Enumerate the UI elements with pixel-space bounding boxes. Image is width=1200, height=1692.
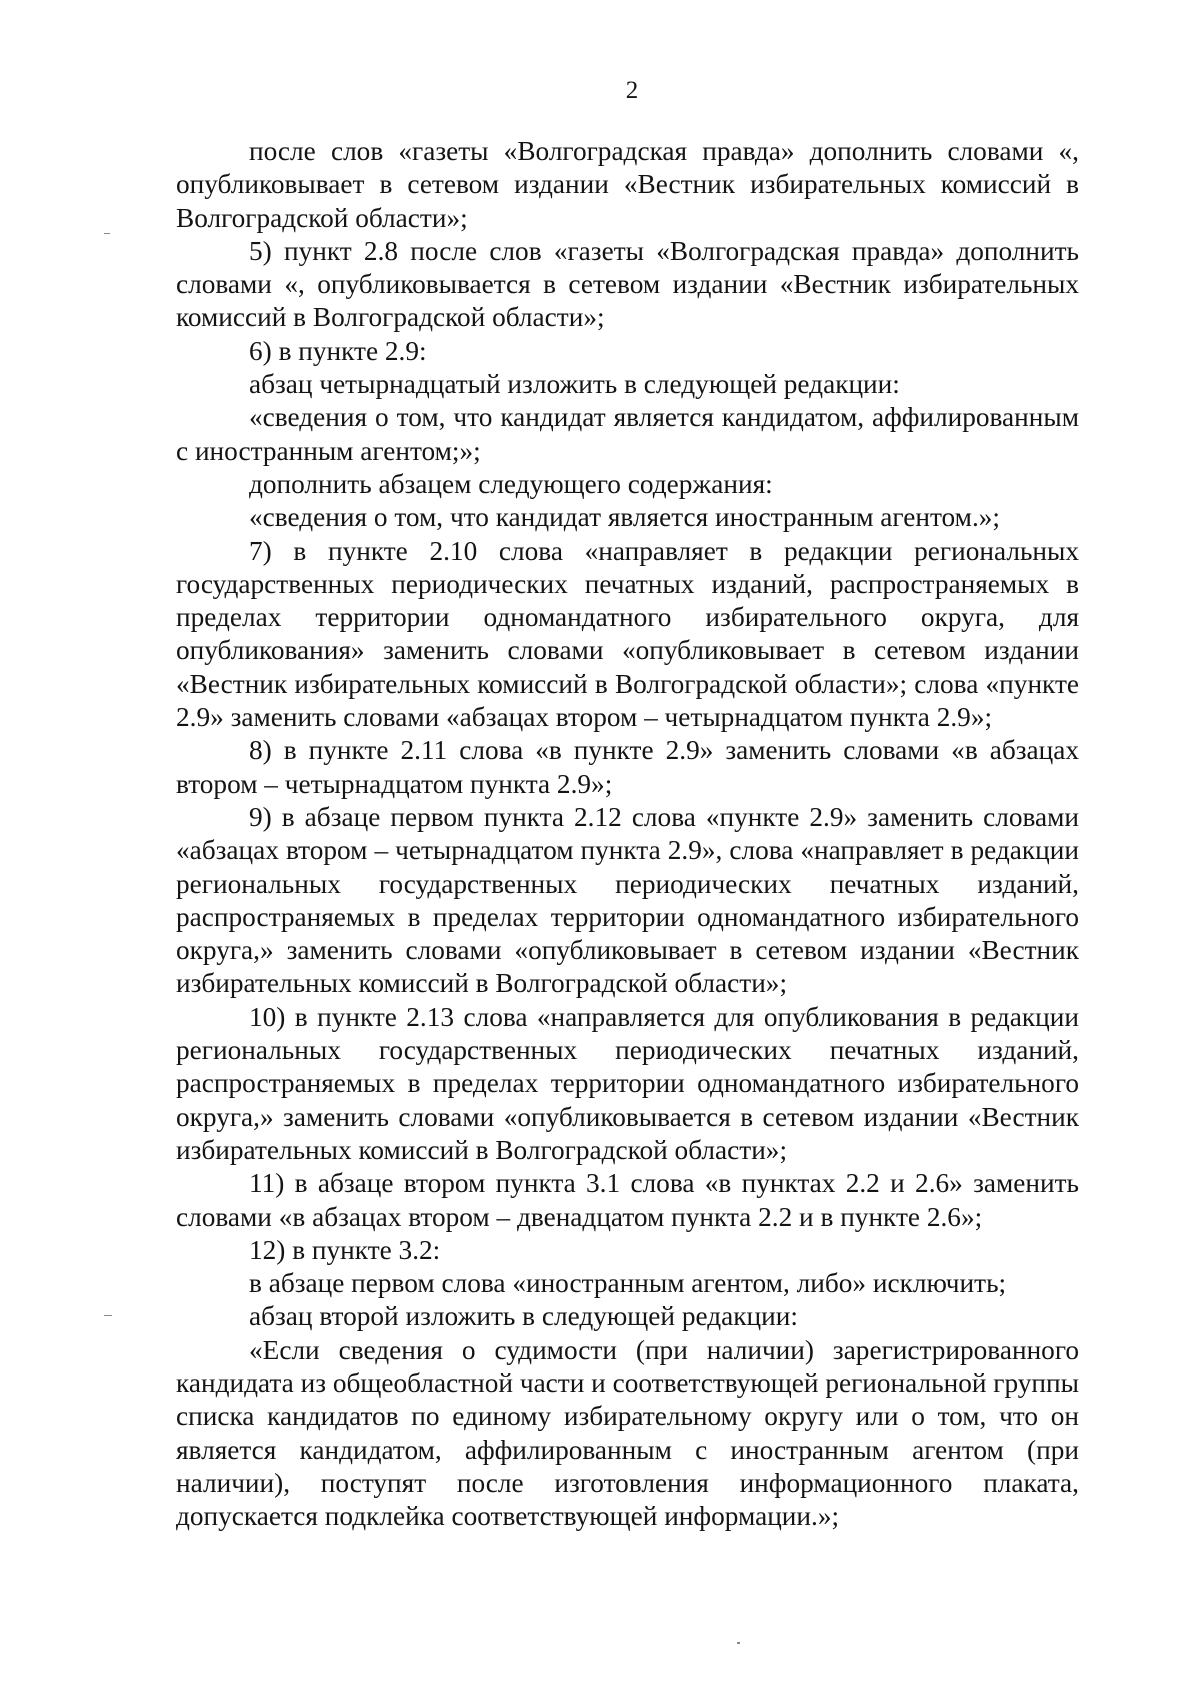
scan-mark: [737, 1642, 740, 1644]
paragraph-16: «Если сведения о судимости (при наличии) зарегистрированного кандидата из общеобластной части и соответствующей региональной группы списка кандидатов по единому избирательному округу или о том, что он является кандидатом, аффилированным с иностранным агентом (при наличии), поступят после изготовления информационного плаката, допускается подклейка соответствующей информации.»;: [176, 1334, 1079, 1532]
paragraph-1: после слов «газеты «Волгоградская правда» дополнить словами «, опубликовывает в сетевом издании «Вестник избирательных комиссий в Волгоградской области»;: [176, 136, 1079, 233]
scan-mark: [104, 233, 110, 234]
paragraph-11: 10) в пункте 2.13 слова «направляется для опубликования в редакции региональных государственных периодических печатных изданий, распространяемых в пределах территории одномандатного избирательного округа,» заменить словами «опубликовывается в сетевом издании «Вестник избирательных комиссий в Волгоградской области»;: [176, 1001, 1079, 1165]
scan-mark: [104, 1315, 112, 1316]
paragraph-8: 7) в пункте 2.10 слова «направляет в редакции региональных государственных периодических печатных изданий, распространяемых в пределах территории одномандатного избирательного округа, для опубликования» заменить словами «опубликовывает в сетевом издании «Вестник избирательных комиссий в Волгоградской области»; слова «пункте 2.9» заменить словами «абзацах втором – четырнадцатом пункта 2.9»;: [176, 535, 1079, 733]
paragraph-9: 8) в пункте 2.11 слова «в пункте 2.9» заменить словами «в абзацах втором – четырнадцатом пункта 2.9»;: [176, 735, 1079, 799]
paragraph-12: 11) в абзаце втором пункта 3.1 слова «в пунктах 2.2 и 2.6» заменить словами «в абзацах втором – двенадцатом пункта 2.2 и в пункте 2.6»;: [176, 1168, 1079, 1232]
paragraph-5: «сведения о том, что кандидат является кандидатом, аффилированным с иностранным агентом;»;: [176, 402, 1079, 466]
paragraph-7: «сведения о том, что кандидат является иностранным агентом.»;: [249, 502, 1001, 533]
paragraph-4: абзац четырнадцатый изложить в следующей редакции:: [249, 369, 900, 400]
paragraph-15: абзац второй изложить в следующей редакции:: [249, 1301, 798, 1332]
paragraph-2: 5) пункт 2.8 после слов «газеты «Волгоградская правда» дополнить словами «, опубликовывается в сетевом издании «Вестник избирательных комиссий в Волгоградской области»;: [176, 235, 1079, 333]
page-number: 2: [625, 77, 639, 104]
paragraph-14: в абзаце первом слова «иностранным агентом, либо» исключить;: [249, 1268, 1007, 1299]
paragraph-13: 12) в пункте 3.2:: [249, 1234, 441, 1265]
paragraph-6: дополнить абзацем следующего содержания:: [249, 468, 773, 499]
paragraph-10: 9) в абзаце первом пункта 2.12 слова «пункте 2.9» заменить словами «абзацах втором – четырнадцатом пункта 2.9», слова «направляет в редакции региональных государственных периодических печатных изданий, распространяемых в пределах территории одномандатного избирательного округа,» заменить словами «опубликовывает в сетевом издании «Вестник избирательных комиссий в Волгоградской области»;: [176, 801, 1079, 999]
paragraph-3: 6) в пункте 2.9:: [249, 335, 427, 366]
document-body: [176, 135, 1079, 1533]
